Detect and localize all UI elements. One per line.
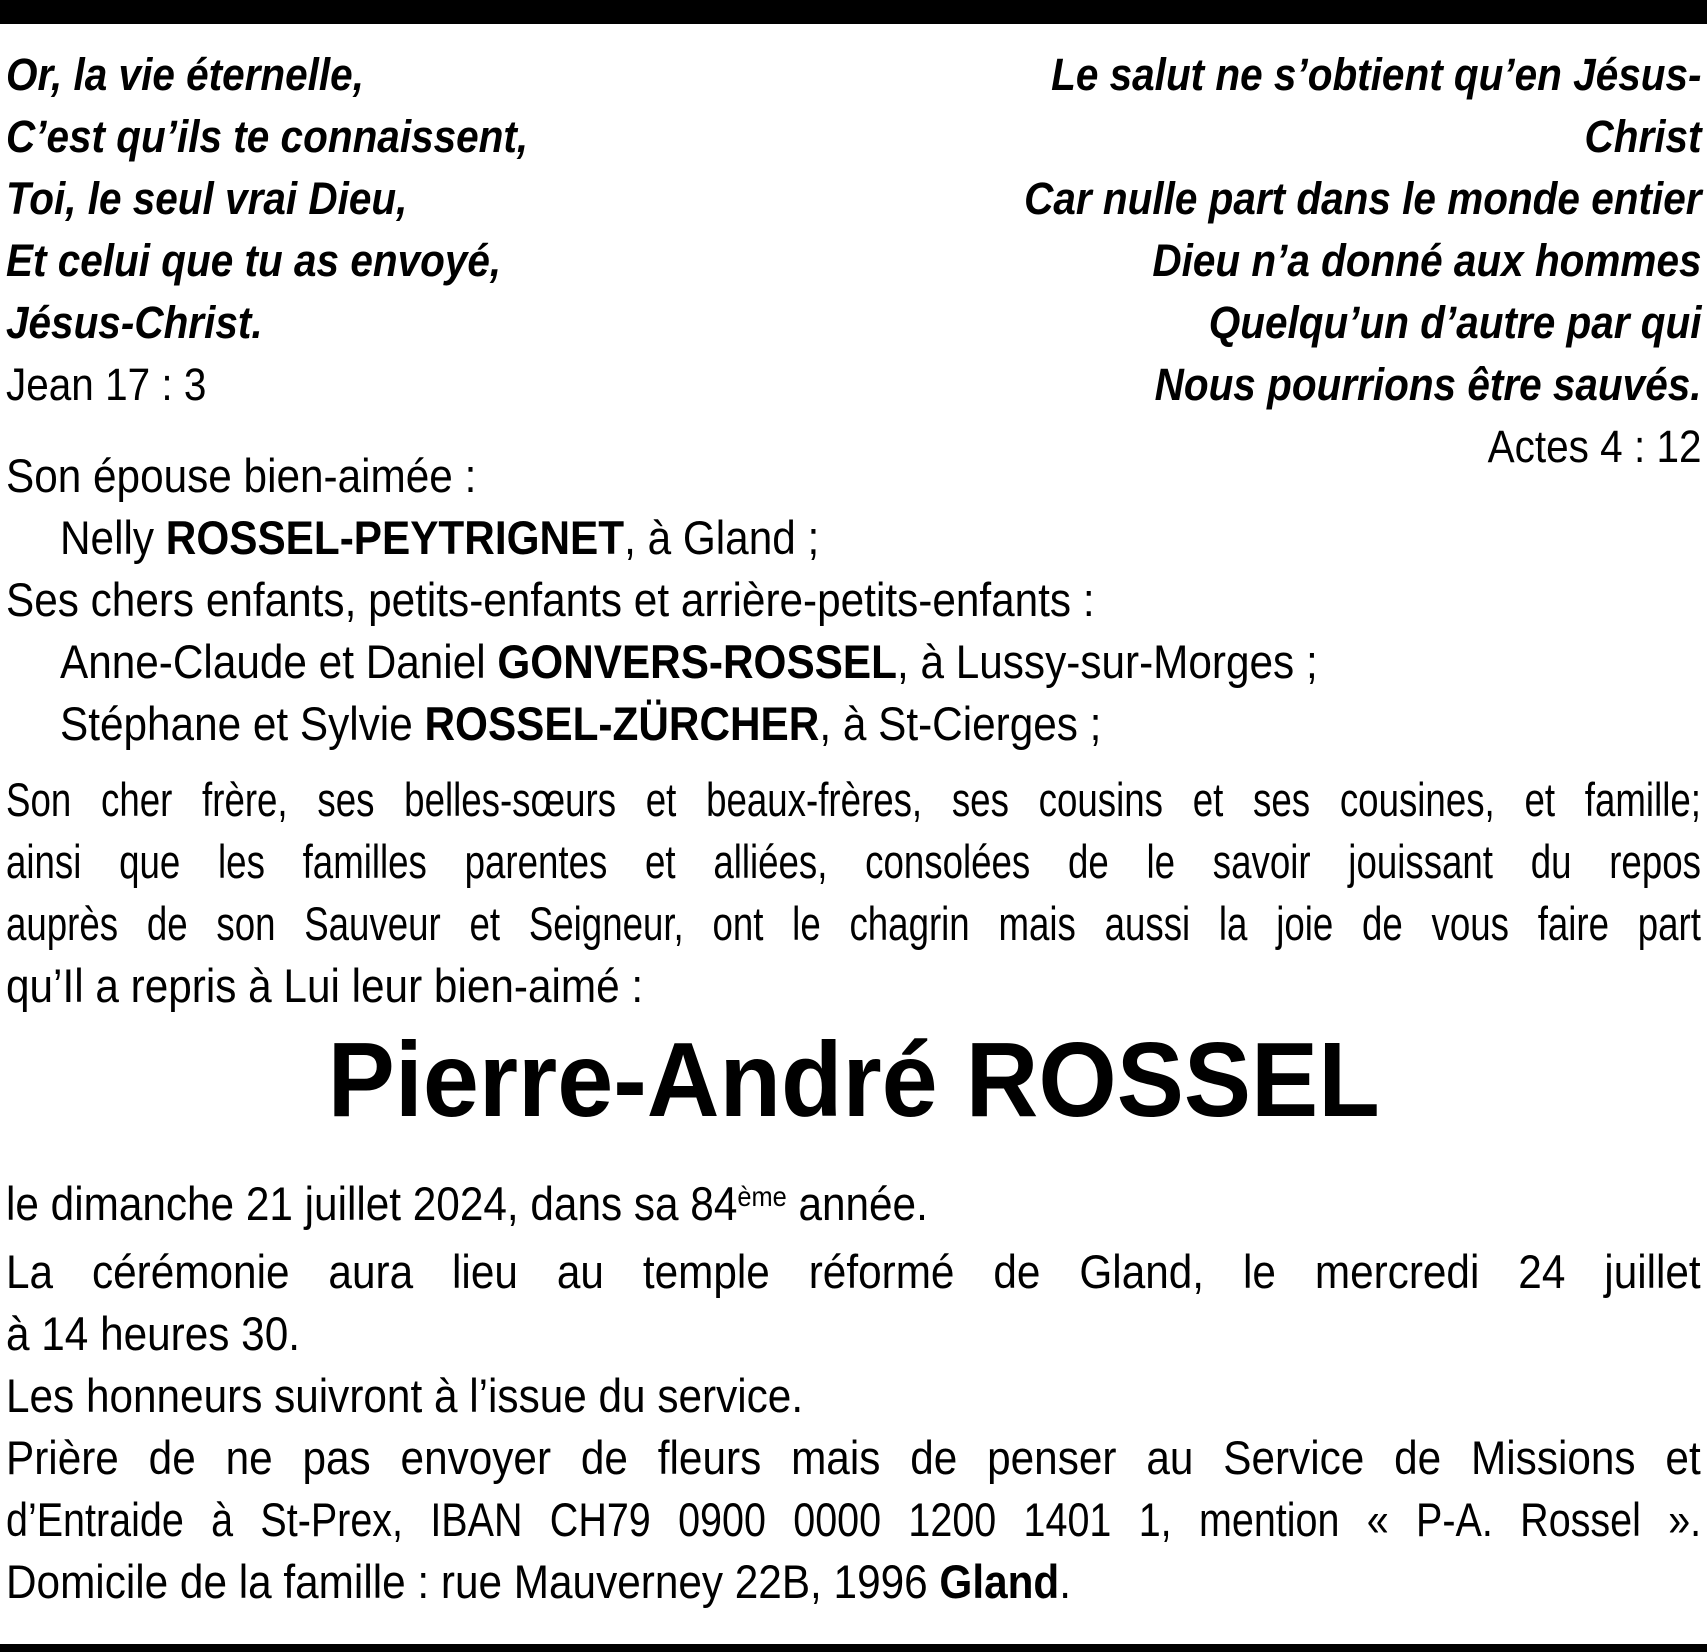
quote-left-line-2: C’est qu’ils te connaissent, xyxy=(6,111,529,162)
flowers-line-1: Prière de ne pas envoyer de fleurs mais de penser au Service de Missions et xyxy=(6,1431,1701,1484)
quote-right-line-4: Quelqu’un d’autre par qui xyxy=(1208,297,1701,348)
domicile-line xyxy=(6,1551,1701,1613)
child2-family-name: ROSSEL-ZÜRCHER xyxy=(424,697,820,750)
quote-right-reference: Actes 4 : 12 xyxy=(1487,421,1701,472)
domicile-period: . xyxy=(1059,1555,1072,1608)
quote-left-line-5: Jésus-Christ. xyxy=(6,297,263,348)
family-section xyxy=(6,445,1701,755)
child1-family-name: GONVERS-ROSSEL xyxy=(497,635,897,688)
child-line-2 xyxy=(6,693,1701,755)
announcement-line-2: ainsi que les familles parentes et alliées, consolées de le savoir jouissant du repos xyxy=(6,835,1701,888)
announcement-section xyxy=(6,769,1701,1017)
spouse-location: , à Gland ; xyxy=(624,511,820,564)
child2-first-names: Stéphane et Sylvie xyxy=(60,697,425,750)
details-section xyxy=(6,1173,1701,1613)
children-intro-line: Ses chers enfants, petits-enfants et arrière-petits-enfants : xyxy=(6,573,1095,626)
spouse-family-name: ROSSEL-PEYTRIGNET xyxy=(165,511,625,564)
quote-right-line-2: Car nulle part dans le monde entier xyxy=(1023,173,1701,224)
deceased-name: Pierre-André ROSSEL xyxy=(327,1021,1380,1139)
ordinal-superscript: ème xyxy=(737,1179,787,1212)
honors-line: Les honneurs suivront à l’issue du service. xyxy=(6,1369,804,1422)
domicile-city: Gland xyxy=(939,1555,1060,1608)
quote-right-line-5: Nous pourrions être sauvés. xyxy=(1154,359,1701,410)
spouse-line xyxy=(6,507,1701,569)
death-date-line xyxy=(6,1173,1701,1241)
quote-right-line-1: Le salut ne s’obtient qu’en Jésus-Christ xyxy=(1050,49,1701,162)
scripture-quotes xyxy=(6,44,1701,478)
quote-left-reference: Jean 17 : 3 xyxy=(6,359,207,410)
quote-left-line-4: Et celui que tu as envoyé, xyxy=(6,235,502,286)
ceremony-line-2: à 14 heures 30. xyxy=(6,1307,300,1360)
spouse-intro-line: Son épouse bien-aimée : xyxy=(6,449,477,502)
death-date-text: le dimanche 21 juillet 2024, dans sa 84 xyxy=(6,1177,738,1230)
top-black-bar xyxy=(0,0,1707,24)
announcement-line-3: auprès de son Sauveur et Seigneur, ont le chagrin mais aussi la joie de vous faire part xyxy=(6,897,1701,950)
child1-first-names: Anne-Claude et Daniel xyxy=(60,635,498,688)
deceased-name-heading xyxy=(0,1022,1707,1138)
death-date-suffix: année. xyxy=(786,1177,928,1230)
child2-location: , à St-Cierges ; xyxy=(819,697,1102,750)
child-line-1 xyxy=(6,631,1701,693)
quote-left-column xyxy=(6,44,769,478)
quote-left-line-3: Toi, le seul vrai Dieu, xyxy=(6,173,408,224)
spouse-first-name: Nelly xyxy=(60,511,166,564)
announcement-line-1: Son cher frère, ses belles-sœurs et beaux-frères, ses cousins et ses cousines, et famille; xyxy=(6,773,1701,826)
announcement-line-4: qu’Il a repris à Lui leur bien-aimé : xyxy=(6,959,644,1012)
ceremony-line-1: La cérémonie aura lieu au temple réformé de Gland, le mercredi 24 juillet xyxy=(6,1245,1701,1298)
quote-right-line-3: Dieu n’a donné aux hommes xyxy=(1151,235,1701,286)
child1-location: , à Lussy-sur-Morges ; xyxy=(896,635,1318,688)
quote-right-column xyxy=(938,44,1701,478)
bottom-black-bar xyxy=(0,1644,1707,1652)
flowers-line-2: d’Entraide à St-Prex, IBAN CH79 0900 0000 1200 1401 1, mention « P-A. Rossel ». xyxy=(6,1493,1702,1546)
domicile-text: Domicile de la famille : rue Mauverney 22B, 1996 xyxy=(6,1555,940,1608)
quote-left-line-1: Or, la vie éternelle, xyxy=(6,49,364,100)
